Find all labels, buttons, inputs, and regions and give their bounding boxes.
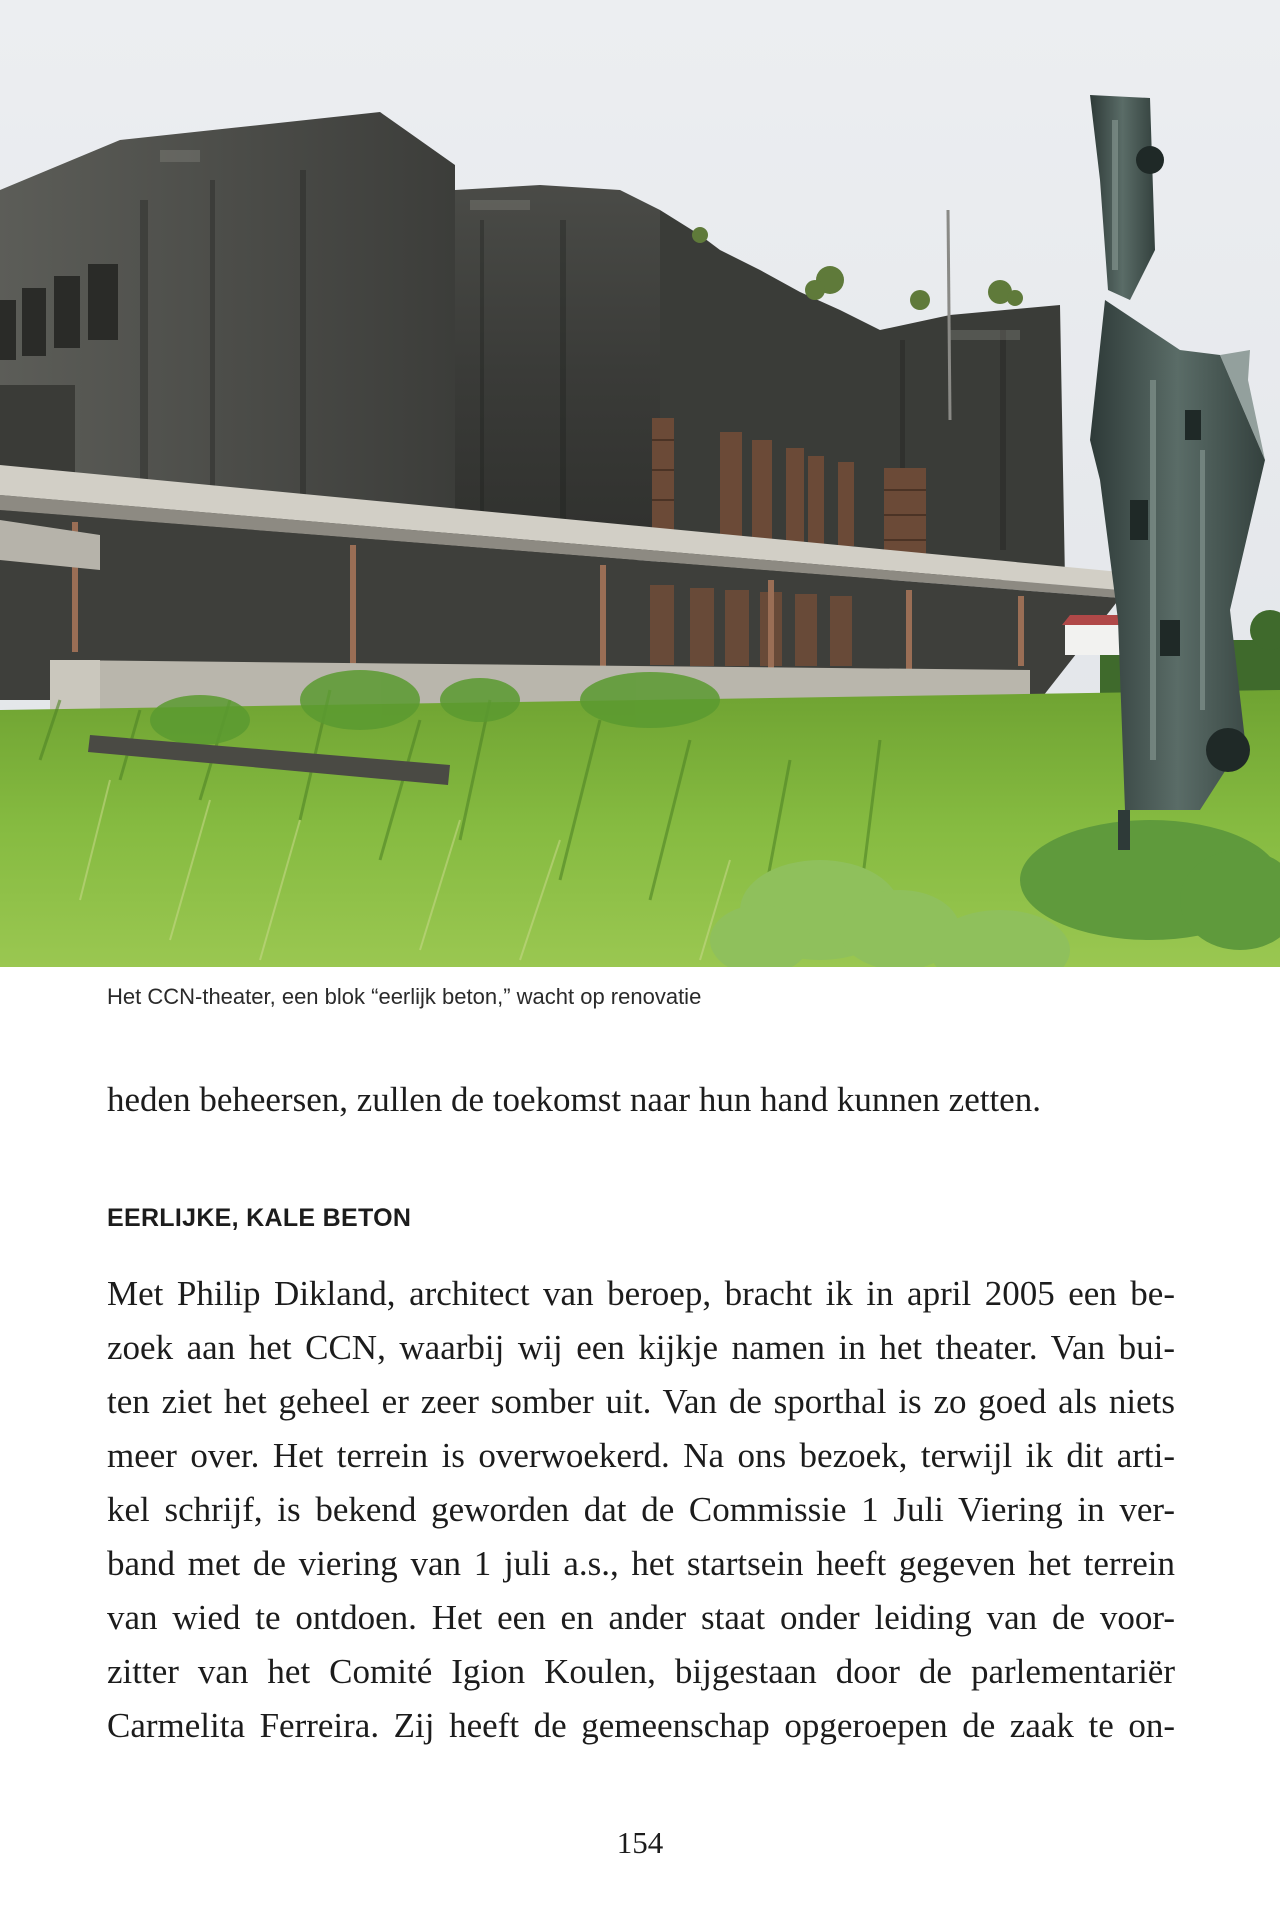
building-mid-block — [455, 185, 660, 560]
antenna — [948, 210, 950, 420]
lead-text-line: heden beheersen, zullen de toekomst naar hun hand kunnen zetten. — [107, 1080, 1041, 1119]
distant-house — [1065, 625, 1125, 655]
paragraph-line: ten ziet het geheel er zeer somber uit. Van de sporthal is zo goed als niets — [107, 1382, 1175, 1421]
paragraph-line: Carmelita Ferreira. Zij heeft de gemeenschap opgeroepen de zaak te on- — [107, 1706, 1175, 1745]
paragraph-line: band met de viering van 1 juli a.s., het startsein heeft gegeven het terrein — [107, 1544, 1175, 1583]
paragraph-line: meer over. Het terrein is overwoekerd. Na ons bezoek, terwijl ik dit arti- — [107, 1436, 1175, 1475]
paragraph-line: Met Philip Dikland, architect van beroep, bracht ik in april 2005 een be- — [107, 1274, 1175, 1313]
section-heading: EERLIJKE, KALE BETON — [107, 1204, 412, 1232]
paragraph-line: zoek aan het CCN, waarbij wij een kijkje namen in het theater. Van bui- — [107, 1328, 1175, 1367]
photo-caption: Het CCN-theater, een blok “eerlijk beton,” wacht op renovatie — [107, 984, 702, 1009]
body-paragraph — [107, 1267, 1175, 1753]
paragraph-line: kel schrijf, is bekend geworden dat de Commissie 1 Juli Viering in ver- — [107, 1490, 1175, 1529]
page-number: 154 — [616, 1825, 664, 1860]
paragraph-line: zitter van het Comité Igion Koulen, bijgestaan door de parlementariër — [107, 1652, 1175, 1691]
paragraph-line: van wied te ontdoen. Het een en ander staat onder leiding van de voor- — [107, 1598, 1175, 1637]
